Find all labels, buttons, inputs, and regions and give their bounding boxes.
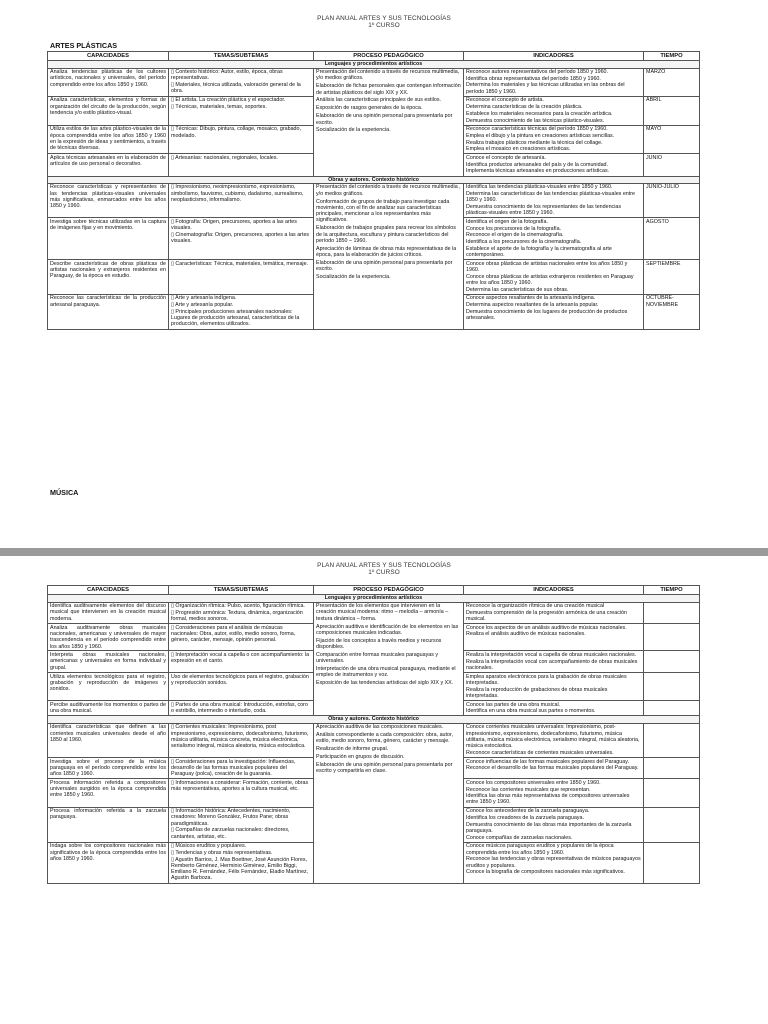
tema-item: ▯ Materiales, técnica utilizada, valoración general de la obra. bbox=[171, 82, 301, 95]
doc-course: 1º CURSO bbox=[368, 569, 400, 577]
capacidad-cell: Investiga sobre técnicas utilizadas en la captura de imágenes fijas y en movimiento. bbox=[48, 218, 169, 260]
temas-cell bbox=[169, 260, 314, 295]
indicador-item: Conoce el concepto de artesanía. bbox=[466, 154, 546, 161]
proceso-item: Análisis las características principales de sus estilos. bbox=[316, 97, 442, 104]
col-header-capacidades: CAPACIDADES bbox=[48, 586, 169, 595]
tiempo-cell: SEPTIEMBRE bbox=[644, 260, 700, 295]
tema-item: ▯ Informaciones a considerar: Formación, corriente, obras más representativas, aportes a la cultura musical, etc. bbox=[171, 779, 309, 793]
temas-cell bbox=[169, 125, 314, 154]
proceso-item: Elaboración de una opinión personal para presentarla por escrito. bbox=[316, 113, 453, 126]
indicadores-cell bbox=[464, 758, 644, 779]
subheader-row bbox=[48, 61, 700, 68]
indicador-item: Reconoce el origen de la cinematografía. bbox=[466, 232, 564, 239]
capacidad-cell: Investiga sobre el proceso de la música paraguaya en el período comprendido entre los años 1850 y 1960. bbox=[48, 758, 169, 779]
indicador-item: Demuestra conocimiento de los lugares de producción de productos artesanales. bbox=[466, 308, 628, 322]
proceso-item: Presentación del contenido a través de recursos multimedia , y/o medios gráficos. bbox=[316, 184, 461, 197]
indicadores-cell bbox=[464, 294, 644, 329]
capacidad-cell: Utiliza estilos de las artes plástico-visuales de la época comprendida entre los años 1850 y 1960 en la expresión de ideas y sentimientos, a través de técnicas diversas. bbox=[48, 125, 169, 154]
tiempo-cell bbox=[644, 758, 700, 779]
tema-item: ▯ Información histórica: Antecedentes, nacimiento, creadores: Moreno González, Frutos Pane; obras paradigmáticas. bbox=[171, 808, 291, 827]
indicador-item: Conoce aspectos resaltantes de la artesanía indígena. bbox=[466, 295, 596, 302]
tema-item: ▯ Corrientes musicales: Impresionismo, post impresionismo, expresionismo, dodecafonismo, futurismo, música utilitaria, música concreta, música electrónica, serialismo integral, música aleatoria, música estocástica. bbox=[171, 724, 309, 750]
indicador-item: Realiza la reproducción de grabaciones de obras musicales interpretadas. bbox=[466, 686, 608, 699]
col-header-temas: TEMAS/SUBTEMAS bbox=[169, 52, 314, 61]
indicador-item: Identifica los creadores de la zarzuela paraguaya. bbox=[466, 814, 584, 821]
indicador-item: Realiza la interpretación vocal a capella de obras musicales nacionales. bbox=[466, 651, 637, 658]
temas-cell bbox=[169, 723, 314, 757]
indicador-item: Conoce compañías de zarzuelas nacionales. bbox=[466, 834, 573, 841]
capacidad-cell: Analiza auditivamente obras musicales nacionales, americanas y universales de mayor trascendencia en el período comprendido entre los años 1850 y 1960. bbox=[48, 624, 169, 651]
capacidad-cell: Aplica técnicas artesanales en la elaboración de artículos de uso personal o decorativo. bbox=[48, 154, 169, 176]
tiempo-cell bbox=[644, 602, 700, 624]
indicador-item: Realiza la interpretación vocal con acompañamiento de obras musicales nacionales. bbox=[466, 658, 638, 671]
subheader-cell: Lenguajes y procedimientos artísticos bbox=[48, 61, 700, 68]
indicador-item: Identifica las tendencias plásticas-visuales entre 1850 y 1960. bbox=[466, 184, 613, 191]
temas-cell bbox=[169, 701, 314, 716]
indicador-item: Identifica obras representativas del período 1850 y 1960. bbox=[466, 75, 601, 82]
indicador-item: Demuestra conocimiento de los representantes de las tendencias plásticas-visuales entre 1850 y 1960. bbox=[466, 203, 622, 217]
temas-cell bbox=[169, 779, 314, 807]
indicador-item: Identifica productos artesanales del país y de la comunidad. bbox=[466, 161, 608, 168]
indicadores-cell bbox=[464, 842, 644, 883]
page-header bbox=[0, 556, 768, 576]
subheader-cell: Obras y autores. Contexto histórico bbox=[48, 716, 700, 723]
indicador-item: Emplea el dibujo y la pintura en creaciones artísticas sencillas. bbox=[466, 132, 615, 139]
proceso-cell bbox=[314, 723, 464, 883]
tema-item: ▯ Características: Técnica, materiales, temática, mensaje. bbox=[171, 260, 309, 267]
indicador-item: Identifica el origen de la fotografía. bbox=[466, 218, 548, 225]
tema-item: ▯ Arte y artesanía popular. bbox=[171, 302, 234, 309]
temas-cell bbox=[169, 68, 314, 96]
indicadores-cell bbox=[464, 701, 644, 716]
subheader-cell: Obras y autores. Contexto histórico bbox=[48, 176, 700, 183]
indicadores-cell bbox=[464, 68, 644, 96]
tema-item: ▯ Técnicas: Dibujo, pintura, collage, mosaico, grabado, modelado. bbox=[171, 126, 301, 139]
tema-item: ▯ Partes de una obra musical: Introducción, estrofas, coro o estribillo, intermedio o interludio, coda. bbox=[171, 701, 308, 714]
tema-item: ▯ Interpretación vocal a capella o con acompañamiento: la expresión en el canto. bbox=[171, 651, 310, 665]
proceso-item: Apreciación auditiva e identificación de los elementos en las composiciones musicales indicadas. bbox=[316, 623, 459, 636]
tiempo-cell bbox=[644, 701, 700, 716]
capacidad-cell: Utiliza elementos tecnológicos para el registro, grabación y reproducción de imágenes y sonidos. bbox=[48, 673, 169, 701]
indicador-item: Conoce los antecedentes de la zarzuela paraguaya. bbox=[466, 808, 590, 815]
tema-item: ▯ Compañías de zarzuelas nacionales: directores, cantantes, artistas, etc. bbox=[171, 827, 290, 840]
proceso-item: Socialización de la experiencia. bbox=[316, 127, 391, 134]
indicador-item: Emplea aparatos electrónicos para la grabación de obras musicales interpretadas. bbox=[466, 673, 627, 686]
indicadores-cell bbox=[464, 779, 644, 807]
indicador-item: Determina las características de las tendencias plásticas-visuales entre 1850 y 1960. bbox=[466, 191, 635, 204]
proceso-item: Exposición de las tendencias artísticas del siglo XIX y XX. bbox=[316, 680, 454, 687]
proceso-item: Apreciación auditiva de las composiciones musicales. bbox=[316, 724, 444, 731]
proceso-item: Presentación de los elementos que intervienen en la creación musical moderna: ritmo – melodía – armonía – textura dinámica – forma. bbox=[316, 603, 449, 622]
tiempo-cell bbox=[644, 779, 700, 807]
tiempo-cell bbox=[644, 673, 700, 701]
capacidad-cell: Identifica auditivamente elementos del discurso musical que intervienen en la creación musical moderna. bbox=[48, 602, 169, 624]
indicadores-cell bbox=[464, 96, 644, 125]
indicador-item: Identifica las obras más representativas de compositores universales entre 1850 y 1960. bbox=[466, 793, 630, 806]
indicador-item: Identifica a los precursores de la cinematografía. bbox=[466, 239, 582, 246]
document-page-2 bbox=[0, 556, 768, 1024]
indicador-item: Reconoce el concepto de artista. bbox=[466, 97, 544, 104]
temas-cell bbox=[169, 218, 314, 260]
proceso-item: Realización de informe grupal. bbox=[316, 746, 389, 753]
proceso-item: Interpretación de una obra musical paraguaya, mediante el empleo de instrumentos y voz. bbox=[316, 666, 456, 679]
indicador-item: Reconoce el desarrollo de las formas musicales populares del Paraguay. bbox=[466, 765, 639, 772]
table-header-row bbox=[48, 586, 700, 595]
table-row bbox=[48, 602, 700, 624]
col-header-capacidades: CAPACIDADES bbox=[48, 52, 169, 61]
indicador-item: Conoce obras plásticas de artistas extranjeros residentes en Paraguay entre los años 1850 y 1960. bbox=[466, 273, 634, 286]
temas-cell bbox=[169, 624, 314, 651]
tema-item: ▯ Organización rítmica: Pulso, acento, figuración rítmica. bbox=[171, 603, 305, 610]
proceso-item: Elaboración de una opinión personal para presentarla por escrito y compartirla en clase. bbox=[316, 762, 453, 775]
indicador-item: Conoce los aspectos de un análisis auditivo de músicas nacionales. bbox=[466, 624, 627, 631]
indicador-item: Realiza el análisis auditivo de músicas nacionales. bbox=[466, 631, 586, 638]
proceso-cell bbox=[314, 602, 464, 716]
tema-item: ▯ Tendencias y obras más representativas. bbox=[171, 849, 273, 856]
proceso-item: Comparación entre formas musicales paraguayas y universales. bbox=[316, 651, 439, 665]
proceso-item: Análisis correspondiente a cada composición: obra, autor, estilo, medio sonoro, forma, género, carácter y mensaje. bbox=[316, 732, 453, 745]
temas-cell bbox=[169, 758, 314, 779]
indicador-item: Conoce la biografía de compositores nacionales más significativos. bbox=[466, 869, 625, 876]
indicador-item: Conoce obras plásticas de artistas nacionales entre los años 1850 y 1960. bbox=[466, 260, 628, 273]
indicador-item: Determina características de la creación plástica. bbox=[466, 104, 583, 111]
plan-table-artes bbox=[47, 51, 700, 330]
subheader-row bbox=[48, 716, 700, 723]
indicador-item: Realiza trabajos plásticos mediante la técnica del collage. bbox=[466, 139, 603, 146]
indicador-item: Reconoce características técnicas del período 1850 y 1960. bbox=[466, 126, 608, 133]
tema-item: ▯ Impresionismo, neoimpresionismo, expresionismo, simbolismo, fauvismo, cubismo, dadaísmo, surrealismo, neoplasticismo, informalismo. bbox=[171, 184, 304, 203]
indicador-item: Establece el aporte de la fotografía y la cinematografía al arte contemporáneo. bbox=[466, 245, 612, 259]
tema-item: ▯ Progresión armónica: Textura, dinámica, organización formal, medios sonoros. bbox=[171, 609, 303, 623]
indicadores-cell bbox=[464, 125, 644, 154]
indicador-item: Conoce corrientes musicales universales: Impresionismo, post-impresionismo, expresionismo, dodecafonismo, futurismo, música utilitaria, música música electrónica, serialismo integral, música aleatoria, música estocástica. bbox=[466, 724, 640, 750]
tiempo-cell: JUNIO bbox=[644, 154, 700, 176]
indicador-item: Identifica en una obra musical sus partes o momentos. bbox=[466, 708, 596, 715]
table-row bbox=[48, 68, 700, 96]
indicadores-cell bbox=[464, 260, 644, 295]
tiempo-cell: MARZO bbox=[644, 68, 700, 96]
tema-item: ▯ Cinematografía: Origen, precursores, aportes a las artes visuales. bbox=[171, 231, 310, 245]
indicador-item: Conoce los precursores de la fotografía. bbox=[466, 225, 562, 232]
col-header-tiempo: TIEMPO bbox=[644, 586, 700, 595]
temas-cell bbox=[169, 183, 314, 218]
proceso-cell bbox=[314, 68, 464, 176]
indicador-item: Reconoce las corrientes musicales que representan. bbox=[466, 786, 591, 793]
doc-course: 1º CURSO bbox=[368, 22, 400, 30]
capacidad-cell: Procesa información referida a la zarzuela paraguaya. bbox=[48, 807, 169, 842]
col-header-tiempo: TIEMPO bbox=[644, 52, 700, 61]
plan-table-musica bbox=[47, 585, 700, 884]
indicador-item: Demuestra conocimiento de las obras más importantes de la zarzuela paraguaya. bbox=[466, 821, 632, 834]
col-header-indicadores: INDICADORES bbox=[464, 52, 644, 61]
tema-item: ▯ Agustín Barrios, J. Max Boettner, José Asunción Flores, Remberto Giménez, Herminio Giménez, Emilio Biggi, Emiliano R. Fernández, Félix Fernández, Eladio Martínez, Agustín Barboza. bbox=[171, 856, 309, 882]
tema-item: ▯ Contexto histórico: Autor, estilo, época, obras representativas. bbox=[171, 69, 283, 82]
tema-item: ▯ Técnicas, materiales, temas, soportes. bbox=[171, 104, 267, 111]
indicadores-cell bbox=[464, 807, 644, 842]
section-title-musica: MÚSICA bbox=[50, 488, 79, 497]
indicador-item: Reconoce características de corrientes musicales universales. bbox=[466, 749, 614, 756]
indicador-item: Demuestra comprensión de la progresión armónica de una creación musical. bbox=[466, 609, 627, 623]
indicadores-cell bbox=[464, 154, 644, 176]
tema-item: ▯ Consideraciones para el análisis de músucas nacionales: Obra, autor, estilo, medio sonoro, forma, género, carácter, mensaje, opinión personal. bbox=[171, 624, 296, 644]
subheader-row bbox=[48, 595, 700, 602]
capacidad-cell: Percibe auditivamente los momentos o partes de una obra musical. bbox=[48, 701, 169, 716]
tiempo-cell bbox=[644, 651, 700, 673]
table-row bbox=[48, 183, 700, 218]
capacidad-cell: Reconoce las características de la producción artesanal paraguaya. bbox=[48, 294, 169, 329]
proceso-item: Participación en grupos de discusión. bbox=[316, 754, 405, 761]
tiempo-cell: ABRIL bbox=[644, 96, 700, 125]
indicador-item: Implementa técnicas artesanales en producciones artísticas. bbox=[466, 168, 610, 175]
capacidad-cell: Interpreta obras musicales nacionales, americanas y universales en forma individual y grupal. bbox=[48, 651, 169, 673]
tiempo-cell bbox=[644, 807, 700, 842]
tema-item: ▯ Artesanías: nacionales, regionales, locales. bbox=[171, 154, 278, 161]
proceso-item: Exposición de rasgos generales de la época. bbox=[316, 105, 423, 112]
tiempo-cell: OCTUBRE-NOVIEMBRE bbox=[644, 294, 700, 329]
temas-cell bbox=[169, 294, 314, 329]
tema-item: ▯ Fotografía: Origen, precursores, aportes a las artes visuales. bbox=[171, 218, 297, 232]
proceso-item: Presentación del contenido a través de recursos multimedia, y/o medios gráficos. bbox=[316, 69, 460, 82]
table-row bbox=[48, 723, 700, 757]
proceso-item: Elaboración de una opinión personal para presentarla por escrito. bbox=[316, 259, 453, 273]
indicador-item: Demuestra conocimiento de las técnicas plástico-visuales. bbox=[466, 117, 605, 124]
capacidad-cell: Reconoce características y representantes de las tendencias plásticas-visuales universales más significativas, enmarcados entre los años 1850 y 1960. bbox=[48, 183, 169, 218]
indicador-item: Establece los materiales necesarios para la creación artística. bbox=[466, 110, 613, 117]
tiempo-cell: AGOSTO bbox=[644, 218, 700, 260]
tema-item: ▯ Principales producciones artesanales nacionales: Lugares de producción artesanal, características de la producción, elementos utilizados. bbox=[171, 308, 300, 328]
tiempo-cell: MAYO bbox=[644, 125, 700, 154]
indicador-item: Conoce las partes de una obra musical. bbox=[466, 701, 561, 708]
indicadores-cell bbox=[464, 602, 644, 624]
proceso-item: Elaboración de trabajos grupales para recrear los símbolos de la arquitectura, escultura y pintura característicos del período 1850 – 1960. bbox=[316, 225, 456, 244]
tema-item: ▯ Consideraciones para la investigación: Influencias, desarrollo de las formas musicales populares del Paraguay (polca), creación de la guarania. bbox=[171, 758, 296, 778]
table-header-row bbox=[48, 52, 700, 61]
tiempo-cell bbox=[644, 842, 700, 883]
indicador-item: Conoce los compositores universales entre 1850 y 1960. bbox=[466, 779, 601, 786]
indicadores-cell bbox=[464, 624, 644, 651]
subheader-row bbox=[48, 176, 700, 183]
capacidad-cell: Analiza tendencias plásticas de los cultores artísticos, nacionales y universales, del período comprendido entre los años 1850 y 1960. bbox=[48, 68, 169, 96]
tema-item: ▯ Músicos eruditos y populares. bbox=[171, 843, 247, 850]
temas-cell bbox=[169, 673, 314, 701]
proceso-item: Fijación de los conceptos a través medios y recursos disponibles. bbox=[316, 637, 442, 651]
proceso-item: Conformación de grupos de trabajo para investigar cada movimiento, con el fin de analizar sus características principales, mencionar a los representantes más significativos. bbox=[316, 198, 450, 224]
page-header bbox=[0, 0, 768, 29]
indicador-item: Reconoce las tendencias y obras representativas de músicos paraguayos eruditos y populares. bbox=[466, 856, 641, 869]
tema-item: ▯ Arte y artesanía indígena. bbox=[171, 295, 237, 302]
capacidad-cell: Indaga sobre los compositores nacionales más significativos de la época comprendida entre los años 1850 y 1960. bbox=[48, 842, 169, 883]
section-title-artes: ARTES PLÁSTICAS bbox=[50, 41, 118, 50]
indicadores-cell bbox=[464, 183, 644, 218]
indicador-item: Determina los materiales y las técnicas utilizadas en las onbras del período 1850 y 1960. bbox=[466, 82, 625, 95]
indicador-item: Reconoce la organización rítmica de una creación musical bbox=[466, 603, 605, 610]
temas-cell bbox=[169, 602, 314, 624]
indicador-item: Conoce influencias de las formas musicales populares del Paraguay. bbox=[466, 758, 629, 765]
doc-title: PLAN ANUAL ARTES Y SUS TECNOLOGÍAS bbox=[317, 15, 451, 22]
capacidad-cell: Procesa información referida a compositores universales surgidos en la época comprendida entre 1850 y 1960. bbox=[48, 779, 169, 807]
indicadores-cell bbox=[464, 218, 644, 260]
proceso-item: Elaboración de fichas personales que contengan información de artistas plásticos del siglo XIX y XX. bbox=[316, 83, 461, 96]
tiempo-cell: JUNIO-JULIO bbox=[644, 183, 700, 218]
col-header-proceso: PROCESO PEDAGÓGICO bbox=[314, 586, 464, 595]
temas-cell bbox=[169, 96, 314, 125]
proceso-item: Socialización de la experiencia. bbox=[316, 274, 391, 281]
tema-item: Uso de elementos tecnológicos para el registro, grabación y reproducción sonidos. bbox=[171, 673, 309, 686]
col-header-indicadores: INDICADORES bbox=[464, 586, 644, 595]
capacidad-cell: Identifica características que definen a las corrientes musicales universales desde el año 1850 al 1960. bbox=[48, 723, 169, 757]
temas-cell bbox=[169, 154, 314, 176]
subheader-cell: Lenguajes y procedimientos artísticos bbox=[48, 595, 700, 602]
tema-item: ▯ El artista. La creación plástica y el espectador. bbox=[171, 97, 286, 104]
col-header-temas: TEMAS/SUBTEMAS bbox=[169, 586, 314, 595]
doc-title: PLAN ANUAL ARTES Y SUS TECNOLOGÍAS bbox=[317, 562, 451, 569]
temas-cell bbox=[169, 842, 314, 883]
indicadores-cell bbox=[464, 651, 644, 673]
proceso-item: Apreciación de láminas de obras más representativas de la época, para la elaboración de juicios críticos. bbox=[316, 245, 457, 259]
temas-cell bbox=[169, 807, 314, 842]
capacidad-cell: Describe características de obras plásticas de artistas nacionales y extranjeros residentes en Paraguay, de la época en estudio. bbox=[48, 260, 169, 295]
indicador-item: Emplea el mosaico en creaciones artísticas. bbox=[466, 146, 571, 153]
indicador-item: Determina las características de sus obras. bbox=[466, 286, 569, 293]
indicador-item: Conoce músicos paraguayos eruditos y populares de la época comprendida entre los años 1850 y 1960. bbox=[466, 843, 614, 856]
indicador-item: Determina aspectos resaltantes de la artesanía popular. bbox=[466, 302, 599, 309]
tiempo-cell bbox=[644, 624, 700, 651]
indicador-item: Reconoce autores representativos del período 1850 y 1960. bbox=[466, 69, 609, 76]
indicadores-cell bbox=[464, 723, 644, 757]
indicadores-cell bbox=[464, 673, 644, 701]
capacidad-cell: Analiza características, elementos y formas de organización del circuito de la producción, según tendencia y/o estilo plástico-visual. bbox=[48, 96, 169, 125]
col-header-proceso: PROCESO PEDAGÓGICO bbox=[314, 52, 464, 61]
temas-cell bbox=[169, 651, 314, 673]
proceso-cell bbox=[314, 183, 464, 329]
tiempo-cell bbox=[644, 723, 700, 757]
